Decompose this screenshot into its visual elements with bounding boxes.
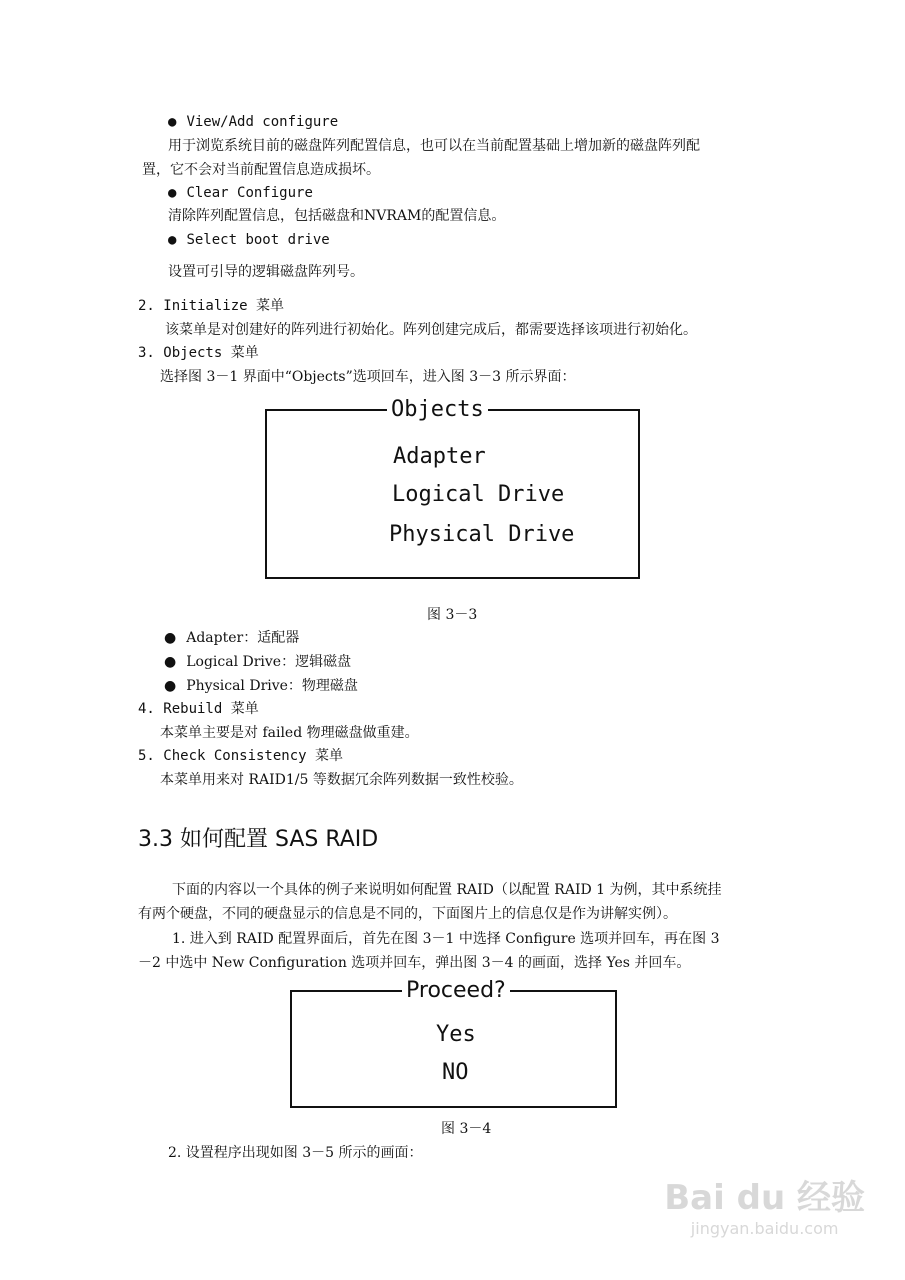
objects-item-physical-drive: Physical Drive: [389, 522, 575, 547]
section2-desc: 该菜单是对创建好的阵列进行初始化。阵列创建完成后，都需要选择该项进行初始化。: [165, 322, 697, 338]
select-boot-desc: 设置可引导的逻辑磁盘阵列号。: [168, 264, 364, 280]
bullet-clear-configure: ● Clear Configure: [168, 183, 313, 203]
section4-heading: 4. Rebuild 菜单: [138, 701, 259, 717]
section2-heading: 2. Initialize 菜单: [138, 298, 285, 314]
bullet-view-add: ● View/Add configure: [168, 112, 338, 132]
section5-heading: 5. Check Consistency 菜单: [138, 748, 344, 764]
bullet-physical-drive: ● Physical Drive：物理磁盘: [164, 676, 358, 696]
clear-configure-desc: 清除阵列配置信息，包括磁盘和NVRAM的配置信息。: [168, 208, 506, 224]
view-add-desc-1: 用于浏览系统目前的磁盘阵列配置信息，也可以在当前配置基础上增加新的磁盘阵列配: [168, 138, 700, 154]
bullet-select-boot: ● Select boot drive: [168, 230, 330, 250]
section-3-3-title: 3.3 如何配置 SAS RAID: [138, 827, 379, 852]
watermark-brand: Bai du 经验: [664, 1178, 865, 1218]
view-add-desc-2: 置，它不会对当前配置信息造成损坏。: [142, 162, 380, 178]
section4-desc: 本菜单主要是对 failed 物理磁盘做重建。: [160, 725, 419, 741]
proceed-dialog: [290, 990, 617, 1108]
objects-item-logical-drive: Logical Drive: [392, 482, 565, 507]
section-3-3-para2-line1: 1. 进入到 RAID 配置界面后，首先在图 3－1 中选择 Configure 选项并回车，再在图 3: [172, 931, 720, 947]
section3-heading: 3. Objects 菜单: [138, 345, 259, 361]
objects-dialog-title: Objects: [387, 397, 488, 423]
proceed-dialog-title: Proceed?: [402, 978, 510, 1004]
figure-caption-3-3: 图 3－3: [427, 607, 478, 623]
section-3-3-para1-line2: 有两个硬盘，不同的硬盘显示的信息是不同的，下面图片上的信息仅是作为讲解实例）。: [138, 906, 677, 922]
watermark-url: jingyan.baidu.com: [690, 1219, 839, 1238]
section-3-3-para1-line1: 下面的内容以一个具体的例子来说明如何配置 RAID（以配置 RAID 1 为例，其中系统挂: [172, 882, 722, 898]
bullet-adapter: ● Adapter：适配器: [164, 628, 299, 648]
section-3-3-para2-line2: －2 中选中 New Configuration 选项并回车，弹出图 3－4 的画面，选择 Yes 并回车。: [138, 955, 691, 971]
proceed-option-yes: Yes: [436, 1022, 476, 1047]
baidu-watermark: [664, 1178, 865, 1240]
proceed-option-no: NO: [442, 1060, 469, 1085]
step2-text: 2. 设置程序出现如图 3－5 所示的画面：: [168, 1145, 423, 1161]
figure-caption-3-4: 图 3－4: [441, 1121, 492, 1137]
objects-item-adapter: Adapter: [393, 444, 486, 469]
section5-desc: 本菜单用来对 RAID1/5 等数据冗余阵列数据一致性校验。: [160, 772, 523, 788]
section3-desc: 选择图 3－1 界面中“Objects”选项回车，进入图 3－3 所示界面：: [160, 369, 576, 385]
bullet-logical-drive: ● Logical Drive：逻辑磁盘: [164, 652, 351, 672]
